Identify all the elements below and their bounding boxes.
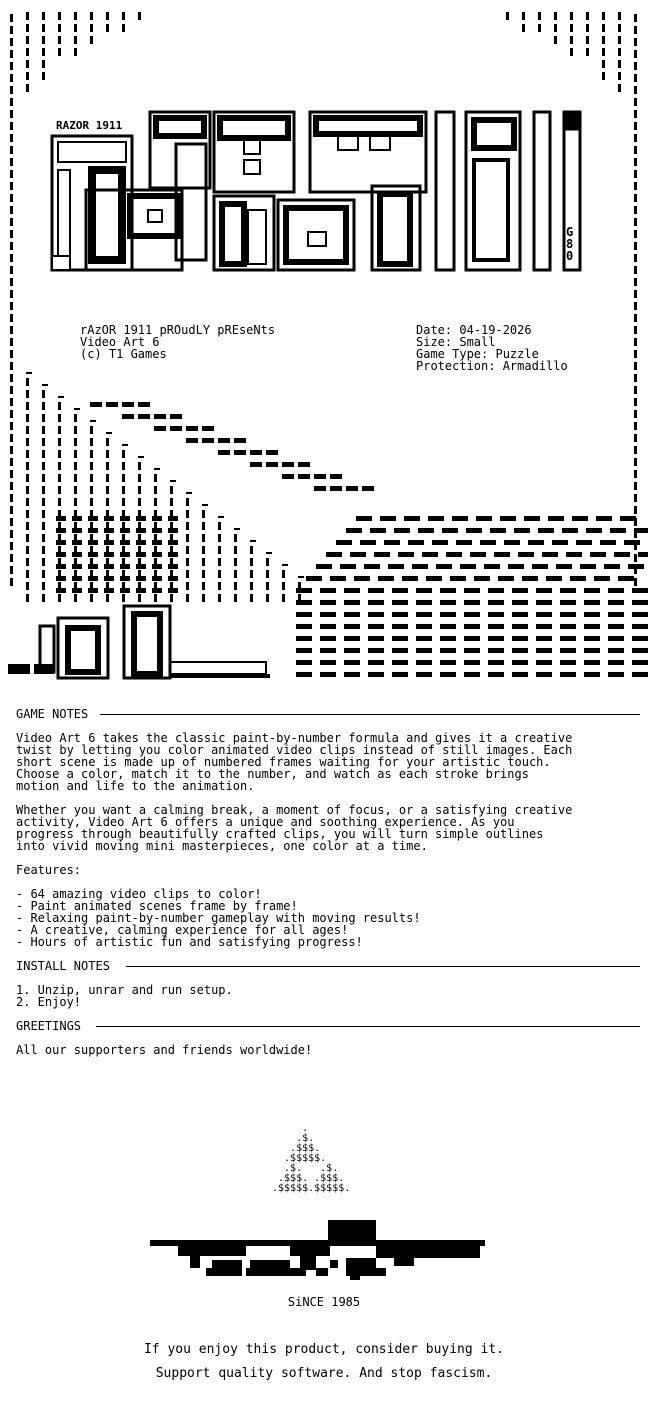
logo-letter-o [278, 112, 426, 270]
feature-item: - A creative, calming experience for all ages! [16, 923, 349, 937]
feature-item: - Hours of artistic fun and satisfying progress! [16, 935, 363, 949]
ascii-dot-pattern [10, 12, 637, 602]
release-presents: rAzOR 1911 pROudLY pREseNts [80, 323, 276, 337]
pyramid-row: .$$$$$.$$$$$. [272, 1183, 351, 1194]
logo-letter-z [214, 112, 294, 270]
game-notes-para1-line3: short scene is made up of numbered frames waiting for your artistic touch. [16, 755, 551, 769]
game-notes-divider [100, 714, 640, 715]
game-notes-para2-line2: activity, Video Art 6 offers a unique and soothing experience. As you [16, 815, 515, 829]
game-notes-para1-line5: motion and life to the animation. [16, 779, 255, 793]
pyramid-row: .$. .$. [272, 1163, 339, 1174]
feature-item: - Relaxing paint-by-number gameplay with moving results! [16, 911, 421, 925]
mini-logo [8, 606, 270, 678]
pyramid-row: .$. [272, 1133, 315, 1144]
install-step: 1. Unzip, unrar and run setup. [16, 983, 233, 997]
footer-line-2: Support quality software. And stop fascism. [155, 1366, 493, 1381]
pyramid-row: .$$$$$. [272, 1153, 327, 1164]
install-step: 2. Enjoy! [16, 995, 82, 1009]
game-notes-heading: GAME NOTES [16, 707, 89, 721]
release-copyright: (c) T1 Games [80, 347, 167, 361]
dollar-pyramid-art [272, 1124, 350, 1194]
game-notes-para2-line3: progress through beautifully crafted clips, you will turn simple outlines [16, 827, 544, 841]
footer-line-1: If you enjoy this product, consider buying it. [143, 1342, 505, 1357]
install-notes-heading: INSTALL NOTES [16, 959, 110, 973]
ascii-bar-pattern [26, 372, 648, 677]
release-size: Size: Small [416, 335, 496, 349]
razor-footer-logo [150, 1220, 485, 1280]
pyramid-row: .$$$. [272, 1143, 321, 1154]
logo-letter-r2 [436, 112, 580, 270]
release-date: Date: 04-19-2026 [416, 323, 532, 337]
game-notes-para1-line1: Video Art 6 takes the classic paint-by-number formula and gives it a creative [16, 731, 573, 745]
features-label: Features: [16, 863, 82, 877]
logo-group-tag: RAZOR 1911 [56, 119, 123, 132]
feature-item: - Paint animated scenes frame by frame! [16, 899, 298, 913]
game-notes-para2-line4: into vivid moving mini masterpieces, one color at a time. [16, 839, 428, 853]
install-notes-divider [126, 966, 640, 967]
game-notes-para1-line4: Choose a color, match it to the number, and watch as each stroke brings [16, 767, 529, 781]
pyramid-row: . [272, 1123, 309, 1134]
logo-letter-r [52, 136, 132, 270]
since-label: SiNCE 1985 [287, 1295, 361, 1309]
logo-side-tag: G80 [566, 225, 574, 263]
greetings-divider [96, 1026, 640, 1027]
game-notes-para2-line1: Whether you want a calming break, a moment of focus, or a satisfying creative [16, 803, 573, 817]
greetings-heading: GREETINGS [16, 1019, 82, 1033]
game-notes-para1-line2: twist by letting you color animated video clips instead of still images. Each [16, 743, 573, 757]
greetings-text: All our supporters and friends worldwide! [16, 1043, 313, 1057]
release-title: Video Art 6 [80, 335, 160, 349]
release-protection: Protection: Armadillo [416, 359, 568, 373]
release-game-type: Game Type: Puzzle [416, 347, 539, 361]
pyramid-row: .$$$. .$$$. [272, 1173, 345, 1184]
feature-item: - 64 amazing video clips to color! [16, 887, 262, 901]
razor-logo [52, 112, 580, 270]
